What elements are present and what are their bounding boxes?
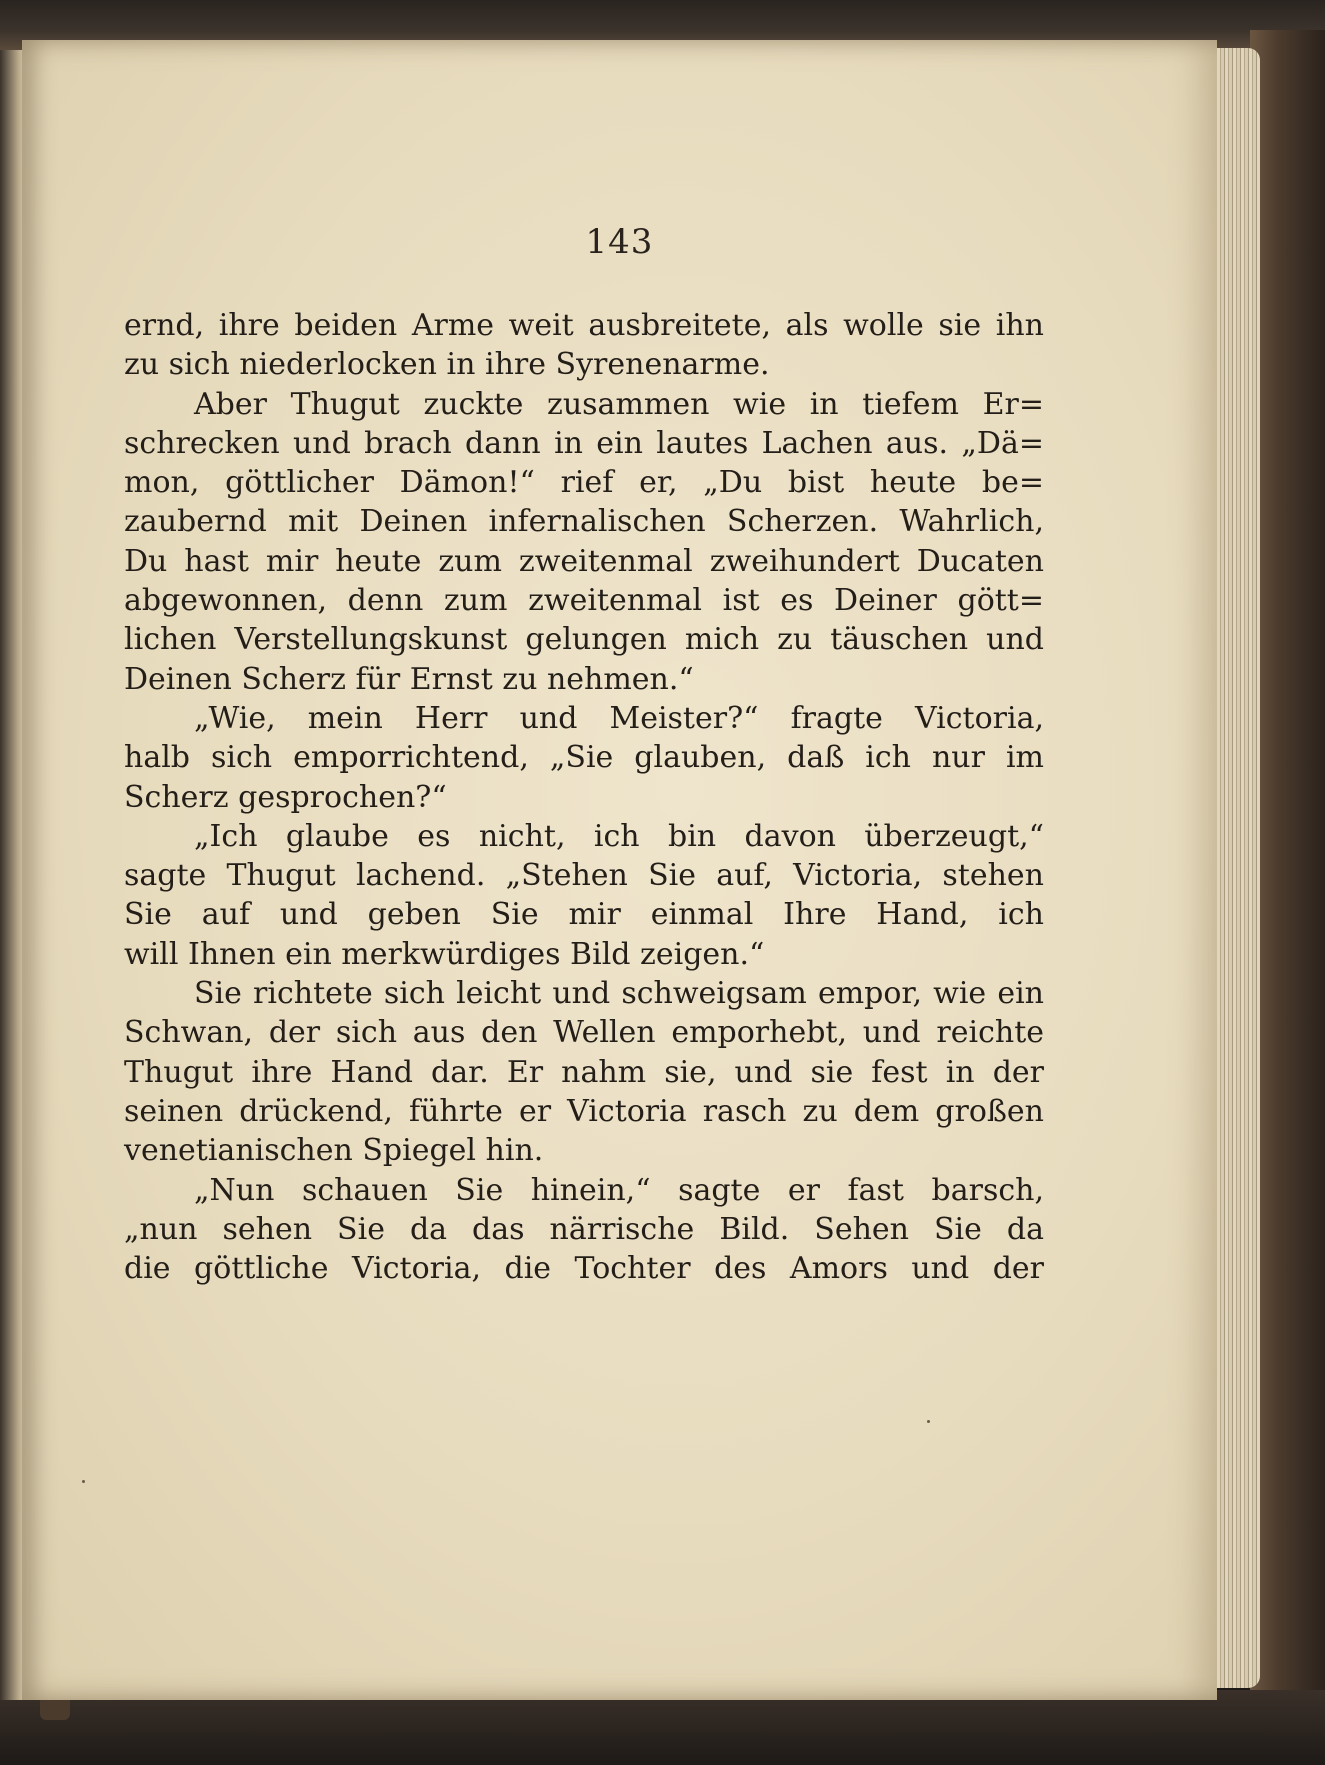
page-number: 143	[585, 222, 654, 262]
text-line: seinen drückend, führte er Victoria rasch zu dem großen	[124, 1093, 1044, 1129]
paper-speck	[82, 1480, 85, 1483]
text-line: Schwan, der sich aus den Wellen emporhebt, und reichte	[124, 1015, 1044, 1051]
text-line: „Ich glaube es nicht, ich bin davon überzeugt,“	[194, 818, 1044, 854]
text-line: Sie auf und geben Sie mir einmal Ihre Hand, ich	[124, 897, 1044, 933]
text-line: „Nun schauen Sie hinein,“ sagte er fast barsch,	[194, 1172, 1044, 1208]
text-line: abgewonnen, denn zum zweitenmal ist es Deiner gött=	[124, 583, 1044, 619]
text-line: zu sich niederlocken in ihre Syrenenarme.	[124, 347, 770, 383]
text-line: zaubernd mit Deinen infernalischen Scherzen. Wahrlich,	[124, 504, 1044, 540]
text-line: mon, göttlicher Dämon!“ rief er, „Du bist heute be=	[124, 465, 1044, 501]
text-line: „Wie, mein Herr und Meister?“ fragte Victoria,	[194, 700, 1044, 736]
text-line: Du hast mir heute zum zweitenmal zweihundert Ducaten	[124, 543, 1044, 579]
text-line: Sie richtete sich leicht und schweigsam empor, wie ein	[194, 976, 1044, 1012]
text-line: „nun sehen Sie da das närrische Bild. Sehen Sie da	[124, 1211, 1044, 1247]
text-line: Scherz gesprochen?“	[124, 779, 447, 815]
book-page	[22, 40, 1217, 1700]
text-line: Thugut ihre Hand dar. Er nahm sie, und sie fest in der	[124, 1054, 1044, 1090]
text-line: lichen Verstellungskunst gelungen mich zu täuschen und	[124, 622, 1044, 658]
text-line: sagte Thugut lachend. „Stehen Sie auf, Victoria, stehen	[124, 858, 1044, 894]
book-cover-right	[1250, 30, 1325, 1730]
text-line: Deinen Scherz für Ernst zu nehmen.“	[124, 661, 694, 697]
paper-speck	[927, 1420, 930, 1423]
text-line: schrecken und brach dann in ein lautes Lachen aus. „Dä=	[124, 425, 1044, 461]
text-line: halb sich emporrichtend, „Sie glauben, daß ich nur im	[124, 740, 1044, 776]
body-text	[124, 306, 1044, 1288]
text-line: die göttliche Victoria, die Tochter des Amors und der	[124, 1251, 1044, 1287]
book-cover-bottom	[0, 1690, 1325, 1765]
text-line: Aber Thugut zuckte zusammen wie in tiefem Er=	[194, 386, 1044, 422]
text-line: will Ihnen ein merkwürdiges Bild zeigen.“	[124, 936, 765, 972]
text-line: venetianischen Spiegel hin.	[124, 1133, 544, 1169]
text-line: ernd, ihre beiden Arme weit ausbreitete, als wolle sie ihn	[124, 308, 1044, 343]
